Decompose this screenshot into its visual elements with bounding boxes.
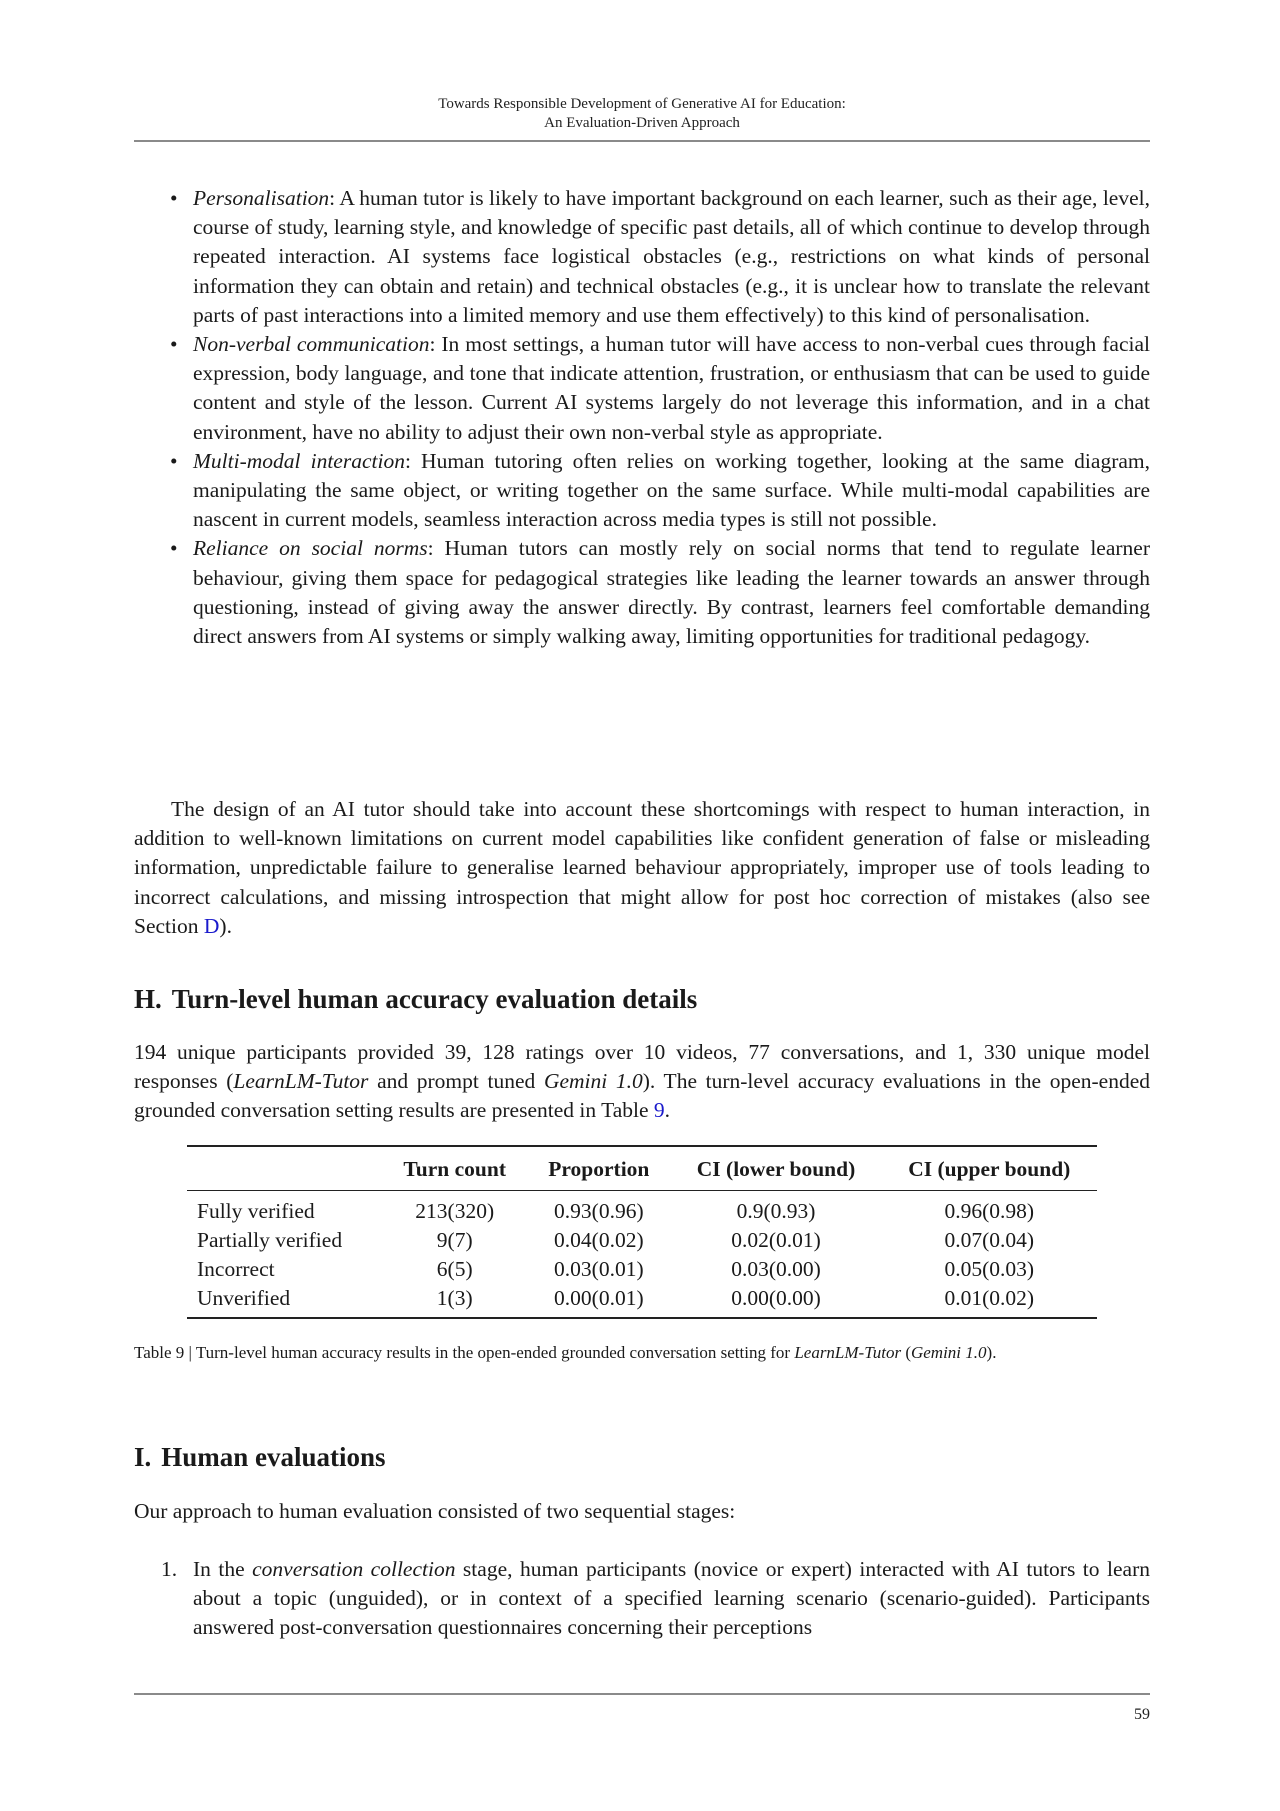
model-name: Gemini 1.0 [543,1069,643,1094]
row-label: Fully verified [197,1199,315,1223]
section-number: H. [134,984,162,1014]
bullet-term: Reliance on social norms [193,536,428,561]
stage-text: stage, human participants (novice or expert) interacted with AI tutors to learn about a topic (unguided), or in context of a specified learning scenario (scenario-guided). Participants answered post-conversation questionnaires concerning their perceptions [193,1557,1150,1640]
ci-lower-cell: 0.02(0.01) [731,1228,821,1252]
row-label: Incorrect [197,1257,275,1281]
ci-lower-cell: 0.00(0.00) [731,1286,821,1310]
page-number: 59 [1134,1706,1150,1723]
stage-term: conversation collection [252,1557,456,1581]
design-paragraph-end: ). [219,913,232,938]
section-heading-i [134,1441,386,1473]
section-number: I. [134,1442,152,1472]
paragraph-text: and prompt tuned [368,1069,544,1094]
bullet-icon: • [170,536,178,561]
design-paragraph-text: The design of an AI tutor should take into account these shortcomings with respect to human interaction, in addition to well-known limitations on current model capabilities like confident generation of false or misleading information, unpredictable failure to generalise learned behaviour appropriately, improper use of tools leading to incorrect calculations, and missing introspection that might allow for post hoc correction of mistakes (also see Section [134,797,1150,938]
turn-count-cell: 6(5) [436,1257,473,1281]
bullet-text: : A human tutor is likely to have important background on each learner, such as their age, level, course of study, learning style, and knowledge of specific past details, all of which continue to develop through repeated interaction. AI systems face logistical obstacles (e.g., restrictions on what kinds of personal information they can obtain and retain) and technical obstacles (e.g., it is unclear how to translate the relevant parts of past interactions into a limited memory and use them effectively) to this kind of personalisation. [193,186,1150,327]
table-row [187,1226,1097,1255]
ci-lower-cell: 0.03(0.00) [731,1257,821,1281]
model-name: LearnLM-Tutor [233,1069,369,1094]
proportion-cell: 0.93(0.96) [554,1199,644,1223]
table-header-row [187,1146,1097,1191]
bullet-item-personalisation [134,184,1150,330]
bullet-text: : In most settings, a human tutor will have access to non-verbal cues through facial expression, body language, and tone that indicate attention, frustration, or enthusiasm that can be used to guide content and style of the lesson. Current AI systems largely do not leverage this information, and in a chat environment, have no ability to adjust their own non-verbal style as appropriate. [193,332,1150,444]
column-header-ci-lower: CI (lower bound) [696,1157,856,1181]
bullet-text: : Human tutors can mostly rely on social norms that tend to regulate learner behaviour, giving them space for pedagogical strategies like leading the learner towards an answer through questioning, instead of giving away the answer directly. By contrast, learners feel comfortable demanding direct answers from AI systems or simply walking away, limiting opportunities for traditional pedagogy. [193,536,1150,649]
section-heading-h [134,983,697,1015]
table-row [187,1191,1097,1227]
row-label: Partially verified [197,1228,343,1252]
proportion-cell: 0.04(0.02) [554,1228,644,1252]
stage-text: In the [193,1557,253,1581]
bullet-text: : Human tutoring often relies on working together, looking at the same diagram, manipulating the same object, or writing together on the same surface. While multi-modal capabilities are nascent in current models, seamless interaction across media types is still not possible. [193,448,1150,532]
caption-text: ). [986,1343,997,1362]
paragraph-text: . [664,1098,671,1123]
row-label: Unverified [197,1286,291,1310]
caption-model-name: LearnLM-Tutor [794,1343,902,1362]
paragraph-text: ). The turn-level accuracy evaluations in the open-ended grounded conversation setting results are presented in Table [134,1069,1151,1123]
turn-count-cell: 1(3) [436,1286,473,1310]
section-d-link[interactable]: D [203,913,220,938]
bullet-item-social-norms [134,534,1150,651]
caption-model-name: Gemini 1.0 [910,1343,987,1362]
column-header-ci-upper: CI (upper bound) [908,1157,1071,1181]
stage-item [134,1555,1150,1643]
limitations-bullet-list [134,184,1150,651]
bullet-item-non-verbal [134,330,1150,447]
bullet-icon: • [170,332,178,357]
turn-count-cell: 213(320) [415,1199,495,1223]
table-caption [134,1341,1150,1364]
proportion-cell: 0.03(0.01) [554,1257,644,1281]
section-title: Turn-level human accuracy evaluation details [171,984,698,1014]
accuracy-results-table [187,1145,1097,1319]
section-i-intro: Our approach to human evaluation consisted of two sequential stages: [134,1499,736,1523]
column-header-proportion: Proportion [548,1157,650,1181]
results-table-container [187,1145,1097,1319]
evaluation-stages-list [134,1555,1150,1643]
caption-text: Table 9 | Turn-level human accuracy results in the open-ended grounded conversation setting for [134,1343,795,1362]
ci-upper-cell: 0.07(0.04) [944,1228,1035,1252]
column-header-turn-count: Turn count [403,1157,506,1181]
column-header-label [187,1146,382,1191]
table-row [187,1284,1097,1318]
ci-upper-cell: 0.05(0.03) [944,1257,1035,1281]
bullet-term: Multi-modal interaction [193,448,405,473]
footer-rule [134,1693,1150,1695]
table-9-link[interactable]: 9 [653,1098,665,1123]
running-header-line1: Towards Responsible Development of Generative AI for Education: [438,96,846,112]
bullet-term: Personalisation [193,186,330,210]
running-header-line2: An Evaluation-Driven Approach [544,115,740,131]
header-rule [134,140,1150,142]
table-row [187,1255,1097,1284]
bullet-icon: • [170,186,178,210]
running-header [134,95,1150,133]
bullet-icon: • [170,448,178,473]
section-h-paragraph [134,1038,1150,1126]
bullet-term: Non-verbal communication [193,332,430,357]
section-title: Human evaluations [161,1442,386,1472]
paragraph-text: 194 unique participants provided 39, 128 ratings over 10 videos, 77 conversations, and 1, 330 unique model responses ( [134,1040,1150,1094]
ci-upper-cell: 0.01(0.02) [944,1286,1035,1310]
stage-number: 1. [161,1557,178,1581]
caption-text: ( [901,1343,911,1362]
bullet-item-multi-modal [134,447,1150,535]
turn-count-cell: 9(7) [436,1228,473,1252]
proportion-cell: 0.00(0.01) [554,1286,644,1310]
design-paragraph [134,795,1150,941]
ci-upper-cell: 0.96(0.98) [944,1199,1035,1223]
ci-lower-cell: 0.9(0.93) [736,1199,816,1223]
